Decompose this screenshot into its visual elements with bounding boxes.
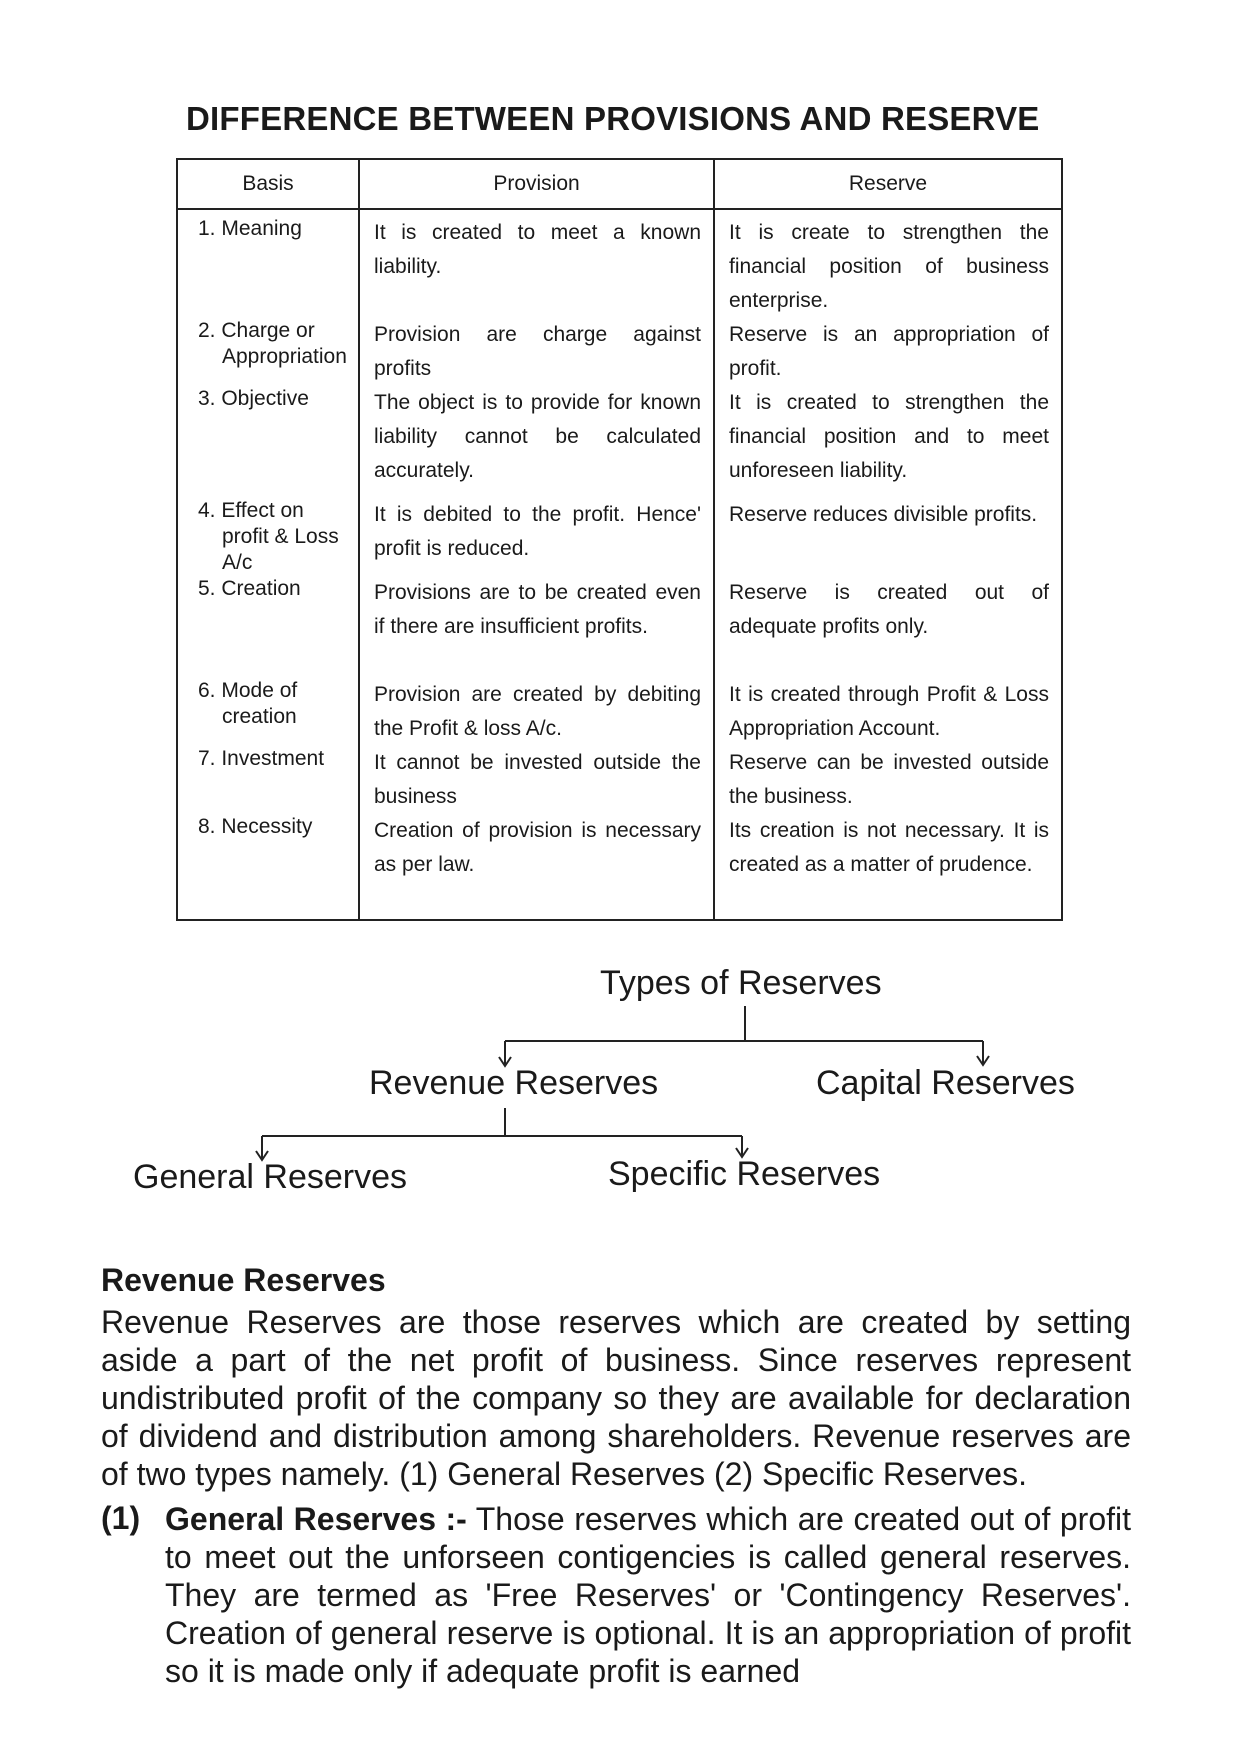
reserve-cell: Its creation is not necessary. It is created as a matter of prudence. <box>714 814 1062 920</box>
tree-root-label: Types of Reserves <box>600 964 882 1002</box>
reserve-cell: Reserve is an appropriation of profit. <box>714 318 1062 386</box>
reserve-cell: Reserve reduces divisible profits. <box>714 498 1062 576</box>
basis-cell: 6. Mode of creation <box>177 678 359 746</box>
basis-cell: 3. Objective <box>177 386 359 498</box>
tree-revenue-reserves: Revenue Reserves <box>369 1064 659 1102</box>
list-item-general-reserves <box>165 1500 1131 1690</box>
reserve-cell: It is created to strengthen the financial position and to meet unforeseen liability. <box>714 386 1062 498</box>
reserve-cell: Reserve is created out of adequate profits only. <box>714 576 1062 678</box>
tree-specific-reserves: Specific Reserves <box>608 1155 881 1193</box>
header-basis: Basis <box>177 159 359 209</box>
provision-cell: Provision are created by debiting the Profit & loss A/c. <box>359 678 714 746</box>
provision-cell: The object is to provide for known liability cannot be calculated accurately. <box>359 386 714 498</box>
provision-cell: Provision are charge against profits <box>359 318 714 386</box>
provision-cell: It is debited to the profit. Hence' profit is reduced. <box>359 498 714 576</box>
page-title: DIFFERENCE BETWEEN PROVISIONS AND RESERVE <box>186 100 1040 137</box>
basis-cell: 2. Charge or Appropriation <box>177 318 359 386</box>
section-paragraph: Revenue Reserves are those reserves which are created by setting aside a part of the net profit of business. Since reserves represent undistributed profit of the company so they are available for declaration of dividend and distribution among shareholders. Revenue reserves are of two types namely. (1) General Reserves (2) Specific Reserves. <box>101 1304 1131 1492</box>
list-item-title: General Reserves :- <box>165 1501 467 1537</box>
provision-cell: Creation of provision is necessary as per law. <box>359 814 714 920</box>
reserve-cell: It is create to strengthen the financial position of business enterprise. <box>714 209 1062 318</box>
basis-cell: 7. Investment <box>177 746 359 814</box>
basis-cell: 1. Meaning <box>177 209 359 318</box>
provision-cell: Provisions are to be created even if there are insufficient profits. <box>359 576 714 678</box>
tree-general-reserves: General Reserves <box>133 1158 408 1196</box>
tree-capital-reserves: Capital Reserves <box>816 1064 1075 1102</box>
section-heading: Revenue Reserves <box>101 1262 386 1298</box>
basis-cell: 5. Creation <box>177 576 359 678</box>
basis-cell: 8. Necessity <box>177 814 359 920</box>
header-provision: Provision <box>359 159 714 209</box>
header-reserve: Reserve <box>714 159 1062 209</box>
basis-cell: 4. Effect on profit & Loss A/c <box>177 498 359 576</box>
list-item-text: Those reserves which are created out of profit to meet out the unforseen contigencies is called general reserves. They are termed as 'Free Reserves' or 'Contingency Reserves'. Creation of general reserve is optional. It is an appropriation of profit so it is made only if adequate profit is earned <box>165 1501 1131 1689</box>
list-item-number: (1) <box>101 1500 141 1536</box>
reserve-cell: Reserve can be invested outside the business. <box>714 746 1062 814</box>
reserve-cell: It is created through Profit & Loss Appropriation Account. <box>714 678 1062 746</box>
provision-cell: It is created to meet a known liability. <box>359 209 714 318</box>
provision-cell: It cannot be invested outside the business <box>359 746 714 814</box>
